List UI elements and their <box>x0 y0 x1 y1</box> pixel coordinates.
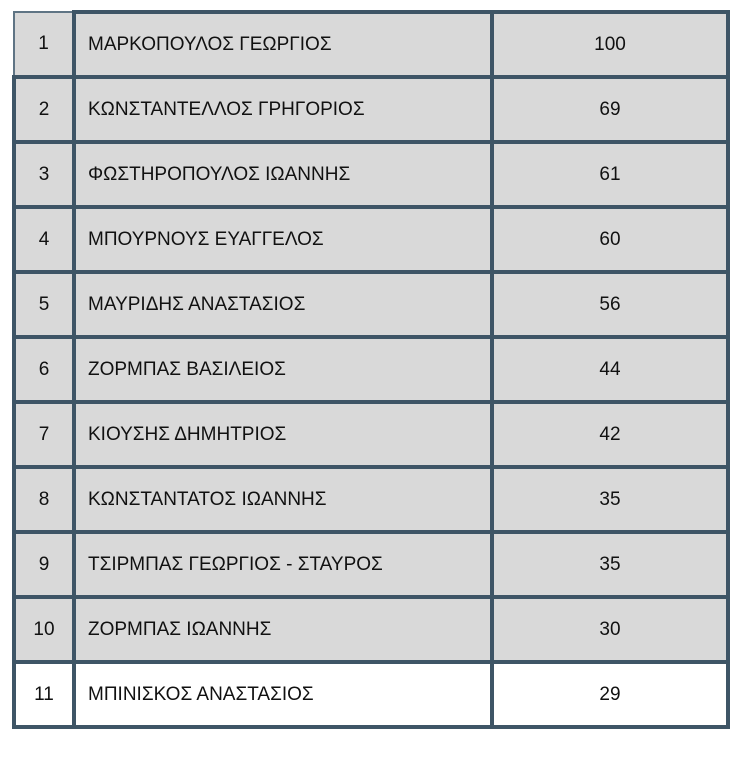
rank-cell: 2 <box>14 77 74 142</box>
score-cell: 61 <box>492 142 728 207</box>
score-cell: 35 <box>492 467 728 532</box>
rank-cell: 8 <box>14 467 74 532</box>
name-cell: ΚΩΝΣΤΑΝΤΑΤΟΣ ΙΩΑΝΝΗΣ <box>74 467 492 532</box>
rank-cell: 6 <box>14 337 74 402</box>
score-cell: 60 <box>492 207 728 272</box>
table-row <box>14 77 728 142</box>
rank-cell: 3 <box>14 142 74 207</box>
table-row <box>14 597 728 662</box>
table-row <box>14 402 728 467</box>
name-cell: ΤΣΙΡΜΠΑΣ ΓΕΩΡΓΙΟΣ - ΣΤΑΥΡΟΣ <box>74 532 492 597</box>
rank-cell: 5 <box>14 272 74 337</box>
table-row <box>14 532 728 597</box>
table-row <box>14 12 728 77</box>
table-row <box>14 272 728 337</box>
rank-cell: 10 <box>14 597 74 662</box>
name-cell: ΜΠΙΝΙΣΚΟΣ ΑΝΑΣΤΑΣΙΟΣ <box>74 662 492 727</box>
rank-cell: 4 <box>14 207 74 272</box>
rank-cell: 9 <box>14 532 74 597</box>
name-cell: ΦΩΣΤΗΡΟΠΟΥΛΟΣ ΙΩΑΝΝΗΣ <box>74 142 492 207</box>
name-cell: ΚΩΝΣΤΑΝΤΕΛΛΟΣ ΓΡΗΓΟΡΙΟΣ <box>74 77 492 142</box>
score-cell: 35 <box>492 532 728 597</box>
name-cell: ΜΑΥΡΙΔΗΣ ΑΝΑΣΤΑΣΙΟΣ <box>74 272 492 337</box>
ranking-table <box>12 10 730 729</box>
score-cell: 44 <box>492 337 728 402</box>
name-cell: ΜΠΟΥΡΝΟΥΣ ΕΥΑΓΓΕΛΟΣ <box>74 207 492 272</box>
score-cell: 100 <box>492 12 728 77</box>
score-cell: 56 <box>492 272 728 337</box>
table-row <box>14 337 728 402</box>
score-cell: 42 <box>492 402 728 467</box>
score-cell: 29 <box>492 662 728 727</box>
table-row <box>14 662 728 727</box>
table-row <box>14 467 728 532</box>
rank-cell: 11 <box>14 662 74 727</box>
name-cell: ΚΙΟΥΣΗΣ ΔΗΜΗΤΡΙΟΣ <box>74 402 492 467</box>
name-cell: ΖΟΡΜΠΑΣ ΒΑΣΙΛΕΙΟΣ <box>74 337 492 402</box>
table-row <box>14 207 728 272</box>
score-cell: 69 <box>492 77 728 142</box>
name-cell: ΖΟΡΜΠΑΣ ΙΩΑΝΝΗΣ <box>74 597 492 662</box>
score-cell: 30 <box>492 597 728 662</box>
table-row <box>14 142 728 207</box>
rank-cell: 7 <box>14 402 74 467</box>
name-cell: ΜΑΡΚΟΠΟΥΛΟΣ ΓΕΩΡΓΙΟΣ <box>74 12 492 77</box>
rank-cell: 1 <box>14 12 74 77</box>
